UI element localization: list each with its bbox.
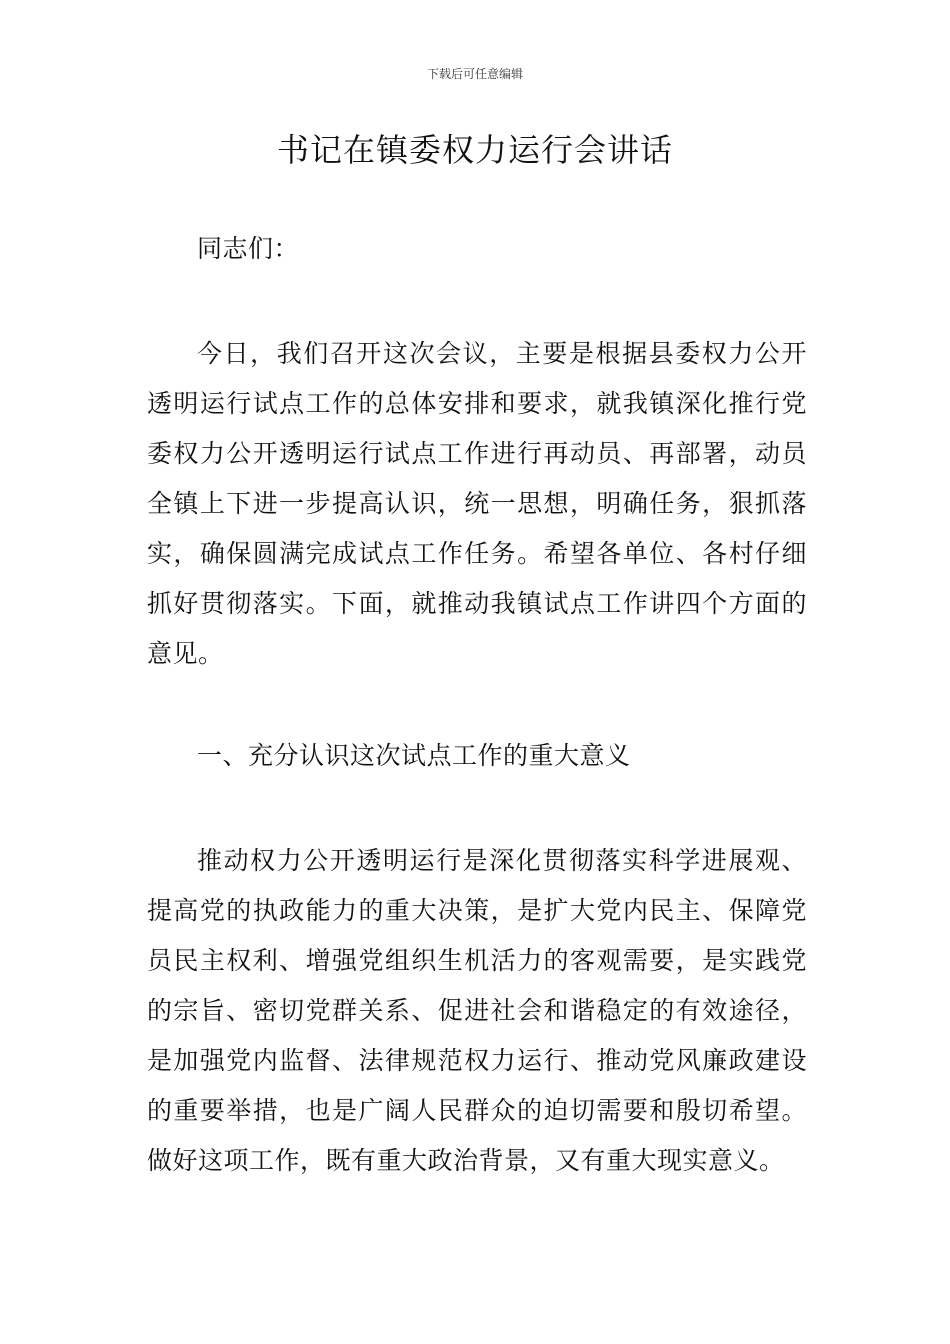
header-note: 下载后可任意编辑 [426, 67, 523, 81]
salutation: 同志们： [197, 234, 300, 263]
section-heading: 一、充分认识这次试点工作的重大意义 [197, 741, 631, 770]
document-body [147, 224, 807, 1186]
section-paragraph: 推动权力公开透明运行是深化贯彻落实科学进展观、提高党的执政能力的重大决策，是扩大党内民主、保障党员民主权利、增强党组织生机活力的客观需要，是实践党的宗旨、密切党群关系、促进社会和谐稳定的有效途径，是加强党内监督、法律规范权力运行、推动党风廉政建设的重要举措，也是广阔人民群众的迫切需要和殷切希望。做好这项工作，既有重大政治背景，又有重大现实意义。 [147, 846, 807, 1175]
document-title: 书记在镇委权力运行会讲话 [276, 131, 673, 169]
intro-paragraph: 今日，我们召开这次会议，主要是根据县委权力公开透明运行试点工作的总体安排和要求，就我镇深化推行党委权力公开透明运行试点工作进行再动员、再部署，动员全镇上下进一步提高认识，统一思想，明确任务，狠抓落实，确保圆满完成试点工作任务。希望各单位、各村仔细抓好贯彻落实。下面，就推动我镇试点工作讲四个方面的意见。 [147, 339, 807, 668]
